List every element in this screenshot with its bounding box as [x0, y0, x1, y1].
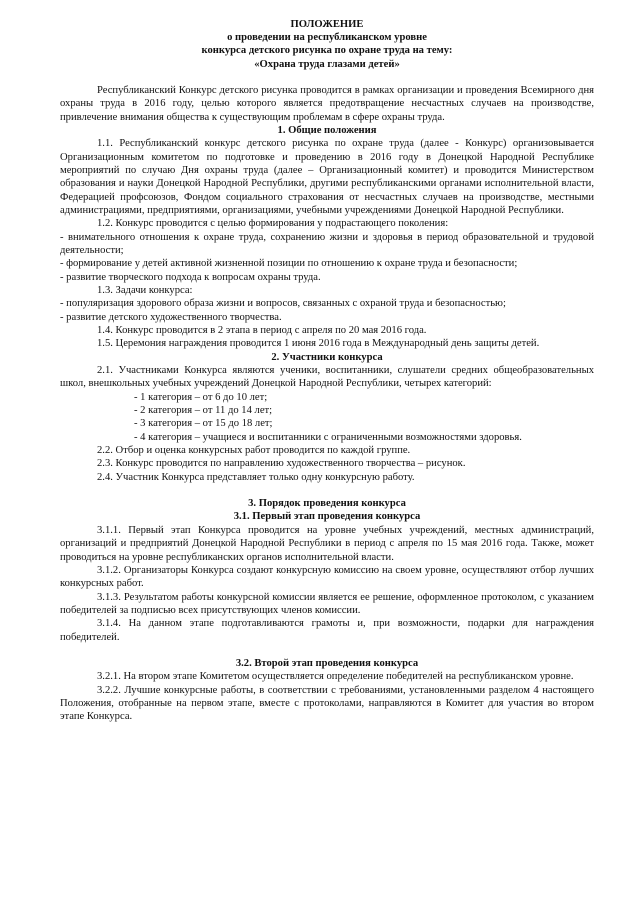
list-item-1-2-c: - развитие творческого подхода к вопросам охраны труда.: [60, 271, 321, 283]
paragraph-1-4: 1.4. Конкурс проводится в 2 этапа в период с апреля по 20 мая 2016 года.: [97, 325, 427, 336]
section-2-heading: 2. Участники конкурса: [271, 351, 383, 363]
paragraph-2-2: 2.2. Отбор и оценка конкурсных работ проводится по каждой группе.: [97, 445, 411, 457]
paragraph-3-1-1: 3.1.1. Первый этап Конкурса проводится на уровне учебных учреждений, местных администраций, организаций и предприятий Донецкой Народной Республики в период с апреля по 15 мая 2016 года. Также, может проводиться на уровне республиканских органов исполнительной власти.: [60, 524, 594, 563]
paragraph-3-1-2: 3.1.2. Организаторы Конкурса создают конкурсную комиссию на своем уровне, осуществляют отбор лучших конкурсных работ.: [60, 564, 594, 590]
list-item-1-3-b: - развитие детского художественного творчества.: [60, 311, 282, 323]
paragraph-3-2-2: 3.2.2. Лучшие конкурсные работы, в соответствии с требованиями, установленными разделом 4 настоящего Положения, отобранные на первом этапе, вместе с протоколами, направляются в Комитет для участия во втором этапе Конкурса.: [60, 684, 594, 723]
document-page: [60, 18, 594, 724]
document-title: [60, 18, 594, 71]
title-line-4: «Охрана труда глазами детей»: [254, 58, 400, 70]
section-3-heading: 3. Порядок проведения конкурса: [248, 498, 406, 510]
paragraph-1-3: 1.3. Задачи конкурса:: [97, 284, 193, 296]
list-item-1-2-a: - внимательного отношения к охране труда, сохранению жизни и здоровья в период образовательной и трудовой деятельности;: [60, 231, 594, 256]
category-item: - 2 категория – от 11 до 14 лет;: [134, 405, 273, 417]
paragraph-1-5: 1.5. Церемония награждения проводится 1 июня 2016 года в Международный день защиты детей.: [97, 338, 540, 350]
title-line-2: о проведении на республиканском уровне: [227, 32, 427, 44]
title-line-1: ПОЛОЖЕНИЕ: [290, 19, 364, 30]
paragraph-3-2-1: 3.2.1. На втором этапе Комитетом осуществляется определение победителей на республиканском уровне.: [97, 671, 574, 683]
section-1-heading: 1. Общие положения: [277, 124, 377, 136]
list-item-1-3-a: - популяризация здорового образа жизни и вопросов, связанных с охраной труда и безопасностью;: [60, 298, 506, 310]
category-item: - 1 категория – от 6 до 10 лет;: [134, 391, 268, 403]
paragraph-1-1: 1.1. Республиканский конкурс детского рисунка по охране труда (далее - Конкурс) организовывается Организационным комитетом по подготовке и проведению в 2016 году в Донецкой Народной Республике мероприятий по случаю Дня охраны труда (далее – Организационный комитет) и проводится Министерством образования и науки Донецкой Народной Республики, другими республиканскими органами исполнительной власти, Федерацией профсоюзов, Фондом социального страхования от несчастных случаев на производстве, местными администрациями, предприятиями, организациями, учебными учреждениями Донецкой Народной Республики.: [60, 138, 594, 216]
list-item-1-2-b: - формирование у детей активной жизненной позиции по отношению к охране труда и безопасности;: [60, 258, 518, 270]
category-item: - 3 категория – от 15 до 18 лет;: [134, 418, 273, 430]
paragraph-1-2: 1.2. Конкурс проводится с целью формирования у подрастающего поколения:: [97, 218, 449, 230]
title-line-3: конкурса детского рисунка по охране труда на тему:: [201, 45, 453, 57]
paragraph-2-1: 2.1. Участниками Конкурса являются ученики, воспитанники, слушатели средних общеобразовательных школ, внешкольных учебных учреждений Донецкой Народной Республики, четырех категорий:: [60, 365, 594, 390]
subsection-3-1-heading: 3.1. Первый этап проведения конкурса: [233, 511, 421, 523]
subsection-3-2-heading: 3.2. Второй этап проведения конкурса: [235, 657, 419, 669]
category-item: - 4 категория – учащиеся и воспитанники с ограниченными возможностями здоровья.: [134, 431, 522, 443]
paragraph-3-1-3: 3.1.3. Результатом работы конкурсной комиссии является ее решение, оформленное протоколом, с указанием победителей за подписью всех присутствующих членов комиссии.: [60, 591, 594, 616]
paragraph-2-4: 2.4. Участник Конкурса представляет только одну конкурсную работу.: [97, 471, 415, 483]
paragraph-2-3: 2.3. Конкурс проводится по направлению художественного творчества – рисунок.: [97, 458, 466, 470]
intro-paragraph: Республиканский Конкурс детского рисунка проводится в рамках организации и проведения Всемирного дня охраны труда в 2016 году, целью которого является предотвращение несчастных случаев на производстве, привлечение внимания общества к существующим проблемам в сфере охраны труда.: [60, 84, 594, 123]
paragraph-3-1-4: 3.1.4. На данном этапе подготавливаются грамоты и, при возможности, подарки для награждения победителей.: [60, 618, 594, 643]
